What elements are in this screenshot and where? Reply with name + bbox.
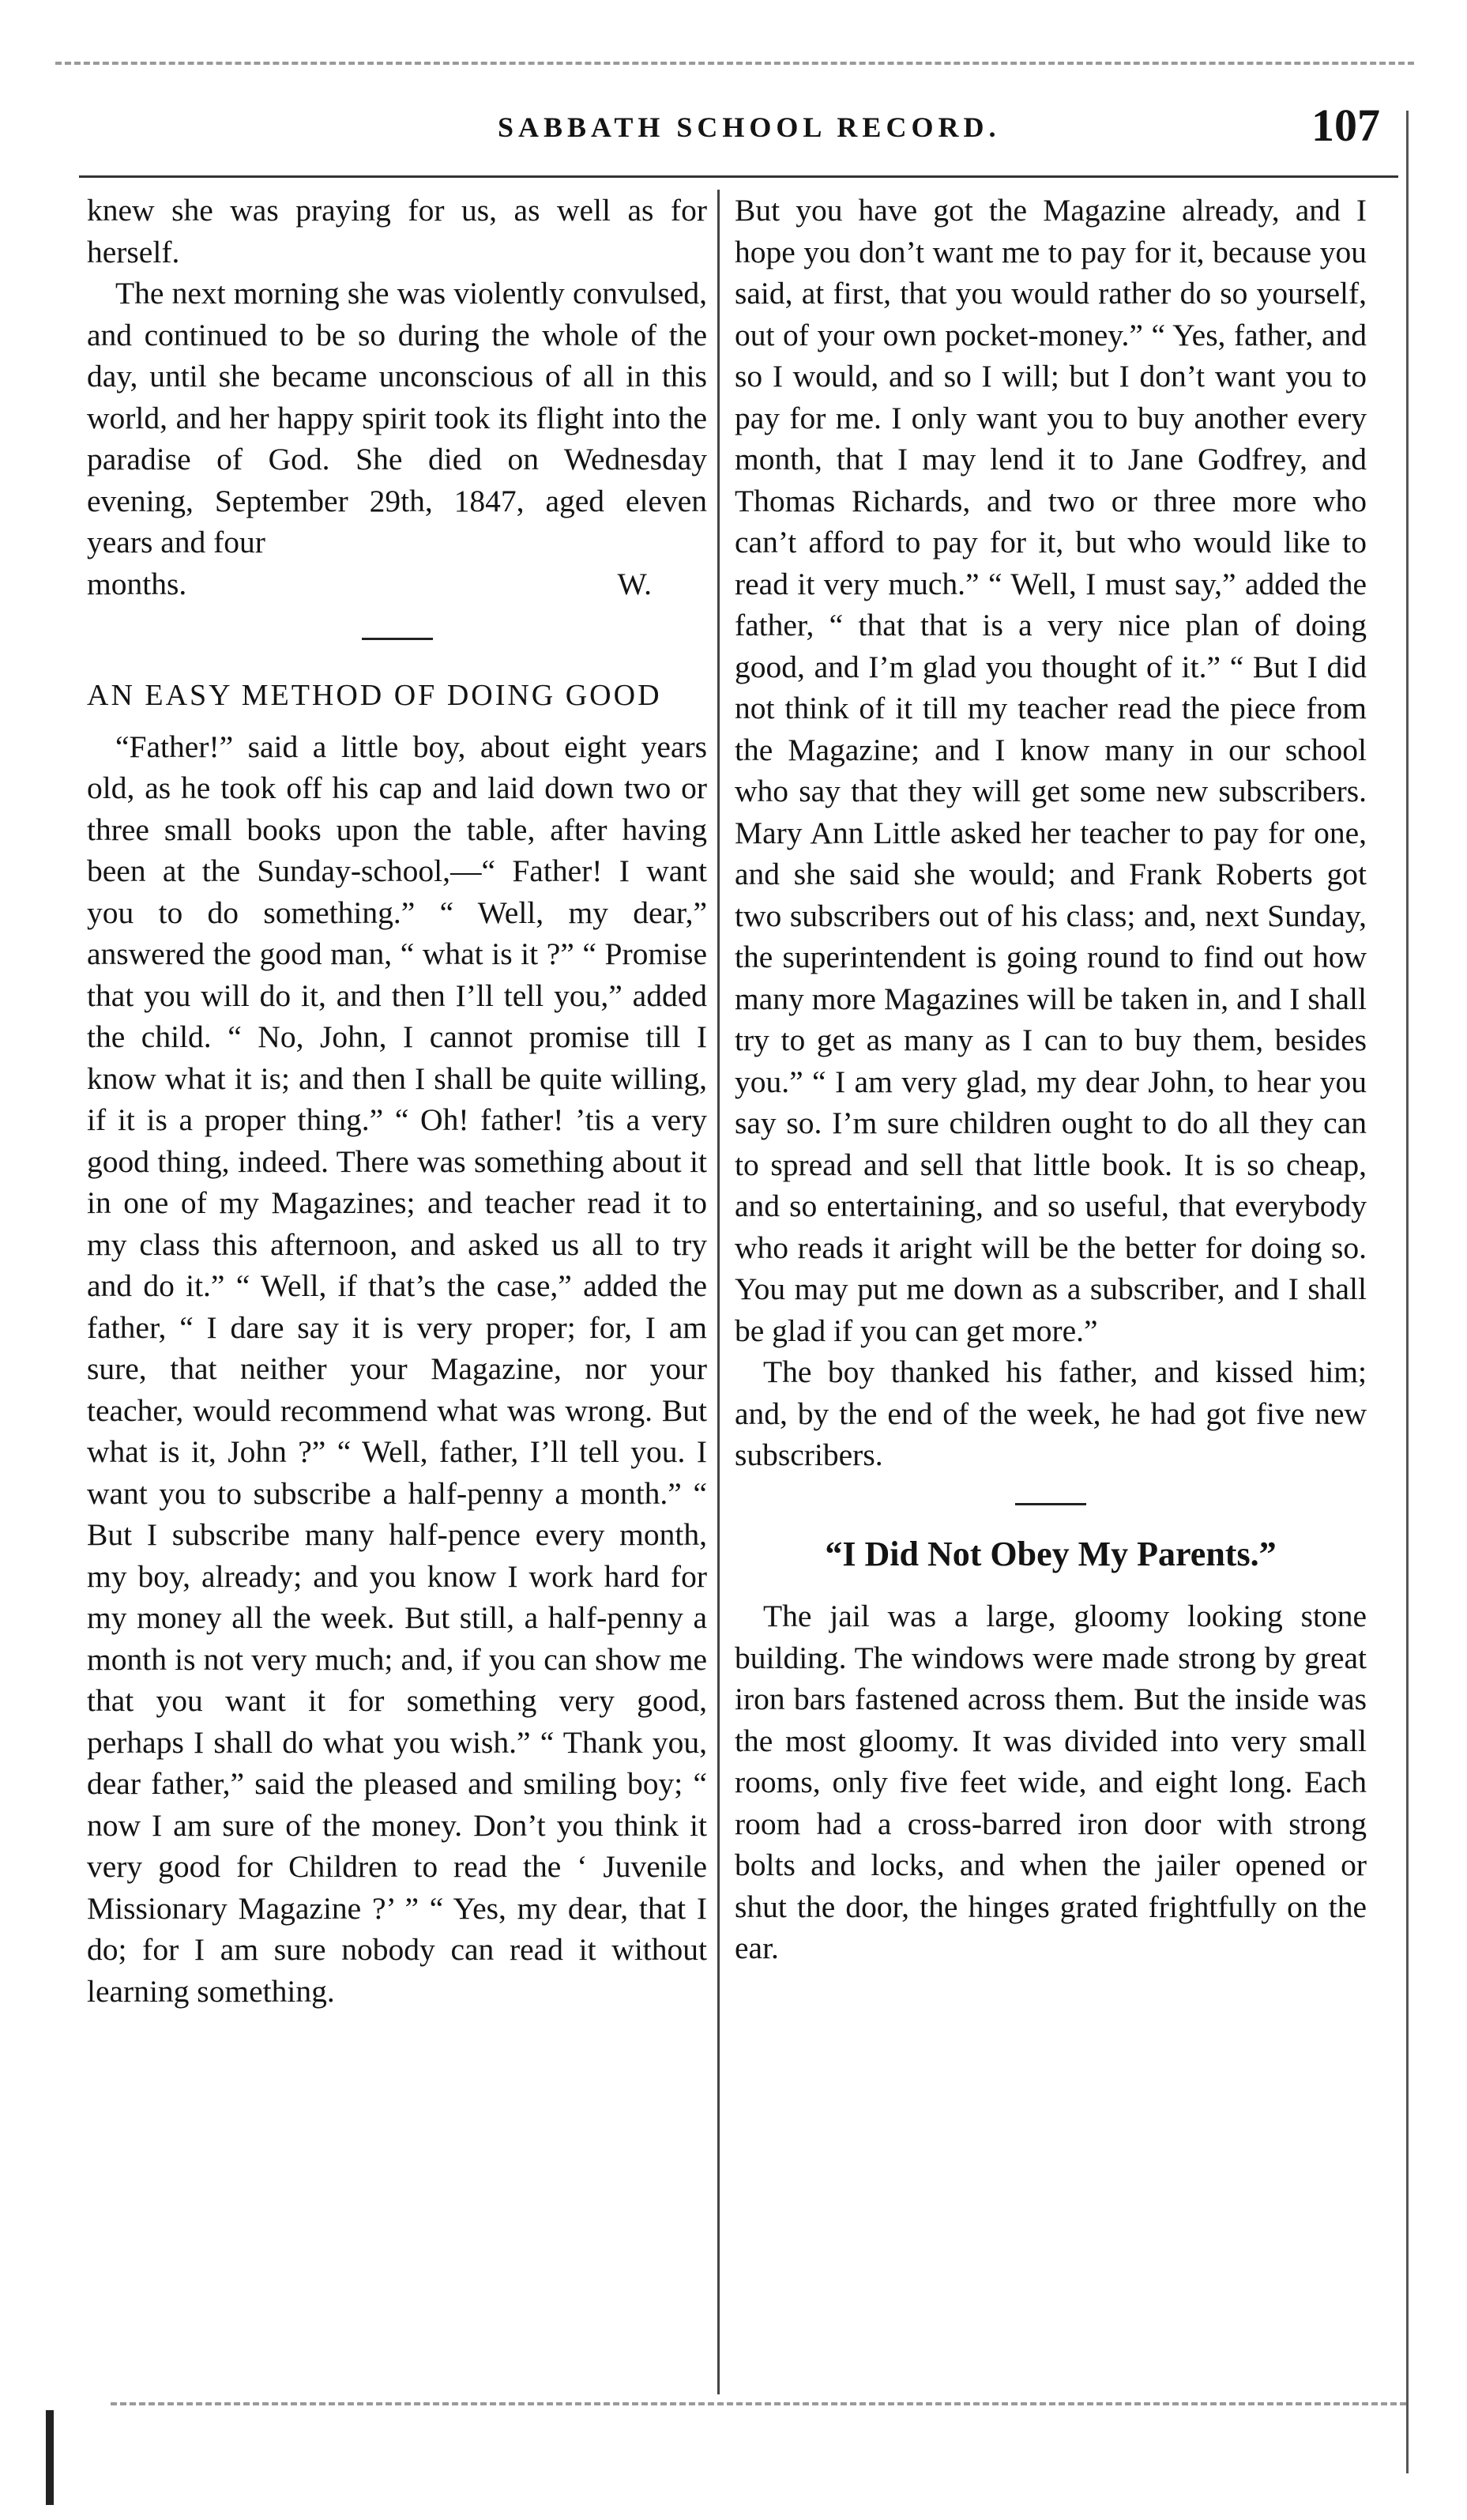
top-scan-noise [55, 62, 1414, 65]
bottom-scan-noise [111, 2402, 1406, 2405]
section-divider-right [1015, 1503, 1086, 1505]
paragraph-death: The next morning she was violently convulsed, and continued to be so during the whole of the day, until she became unconscious of all in this world, and her happy spirit took its flight into the paradise of God. She died on Wednesday evening, September 29th, 1847, aged eleven years and four [87, 276, 707, 559]
header-title: SABBATH SCHOOL RECORD. [498, 111, 1001, 143]
header-rule [79, 175, 1398, 178]
paragraph-ending: The boy thanked his father, and kissed him; and, by the end of the week, he had got five new subscribers. [735, 1354, 1367, 1472]
left-column [87, 190, 707, 2012]
paragraph-continuation: knew she was praying for us, as well as for herself. [87, 193, 707, 269]
paragraph-jail: The jail was a large, gloomy looking stone building. The windows were made strong by great iron bars fastened across them. But the inside was the most gloomy. It was divided into very small rooms, only five feet wide, and eight long. Each room had a cross-barred iron door with strong bolts and locks, and when the jailer opened or shut the door, the hinges grated frightfully on the ear. [735, 1599, 1367, 1965]
paragraph-dialogue-continued: But you have got the Magazine already, and I hope you don’t want me to pay for it, because you said, at first, that you would rather do so yourself, out of your own pocket-money.” “ Yes, father, and so I would, and so I will; but I don’t want you to pay for me. I only want you to buy another every month, that I may lend it to Jane Godfrey, and Thomas Richards, and two or three more who can’t afford to pay for it, but who would like to read it very much.” “ Well, I must say,” added the father, “ that that is a very nice plan of doing good, and I’m glad you thought of it.” “ But I did not think of it till my teacher read the piece from the Magazine; and I know many in our school who say that they will get some new subscribers. Mary Ann Little asked her teacher to pay for one, and she said she would; and Frank Roberts got two subscribers out of his class; and, next Sunday, the superintendent is going round to find out how many more Magazines will be taken in, and I shall try to get as many as I can to buy them, besides you.” “ I am very glad, my dear John, to hear you say so. I’m sure children ought to do all they can to spread and sell that little book. It is so cheap, and so entertaining, and so useful, that everybody who reads it aright will be the better for doing so. You may put me down as a subscriber, and I shall be glad if you can get more.” [735, 193, 1367, 1348]
section-heading-disobey: “I Did Not Obey My Parents.” [825, 1534, 1277, 1573]
paragraph-death-end: months. [87, 566, 187, 601]
signature-line [87, 563, 707, 605]
page-left-edge-mark [46, 2410, 54, 2505]
paragraph-dialogue: “Father!” said a little boy, about eight years old, as he took off his cap and laid down two or three small books upon the table, after having been at the Sunday-school,—“ Father! I want you to do something.” “ Well, my dear,” answered the good man, “ what is it ?” “ Promise that you will do it, and then I’ll tell you,” added the child. “ No, John, I cannot promise till I know what it is; and then I shall be quite willing, if it is a proper thing.” “ Oh! father! ’tis a very good thing, indeed. There was something about it in one of my Magazines; and teacher read it to my class this afternoon, and asked us all to try and do it.” “ Well, if that’s the case,” added the father, “ I dare say it is very proper; for, I am sure, that neither your Magazine, nor your teacher, would recommend what was wrong. But what is it, John ?” “ Well, father, I’ll tell you. I want you to subscribe a half-penny a month.” “ But I subscribe many half-pence every month, my boy, already; and you know I work hard for my money all the week. But still, a half-penny a month is not very much; and, if you can show me that you want it for something very good, perhaps I shall do what you wish.” “ Thank you, dear father,” said the pleased and smiling boy; “ now I am sure of the money. Don’t you think it very good for Children to read the ‘ Juvenile Missionary Magazine ?’ ” “ Yes, my dear, that I do; for I am sure nobody can read it without learning something. [87, 729, 707, 2009]
column-separator [717, 190, 720, 2394]
running-header [55, 95, 1398, 174]
section-divider [362, 638, 433, 640]
page-right-edge [1406, 111, 1409, 2473]
author-signature: W. [617, 566, 652, 601]
page-number: 107 [1311, 100, 1380, 151]
section-heading-easy-method: AN EASY METHOD OF DOING GOOD [87, 679, 662, 712]
right-column [735, 190, 1367, 1969]
